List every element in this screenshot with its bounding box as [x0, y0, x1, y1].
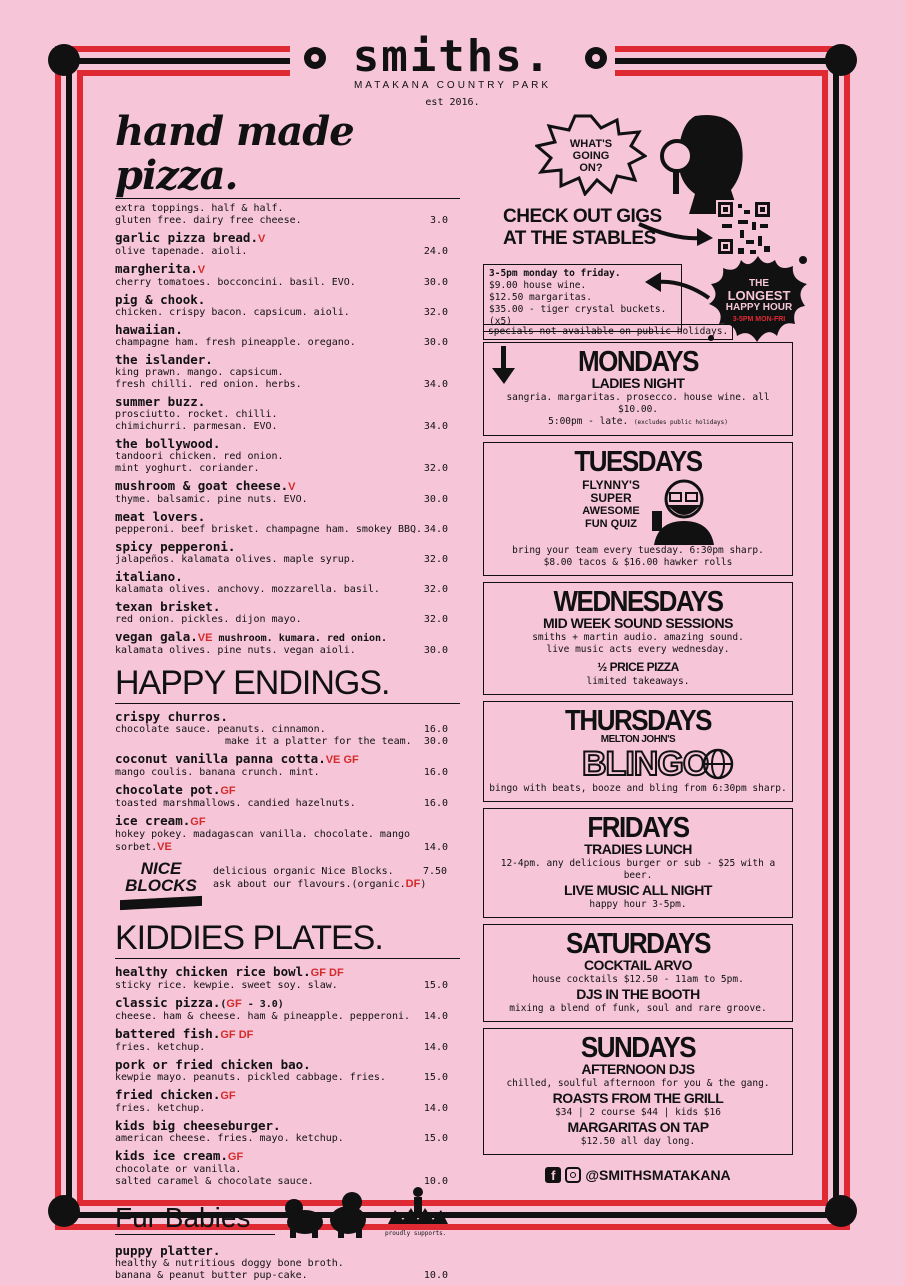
fur-babies-row — [115, 1196, 460, 1240]
menu-item: kids big cheeseburger. american cheese. fries. mayo. ketchup. 15.0 — [115, 1118, 448, 1144]
item-price: 14.0 — [423, 1042, 448, 1053]
day-thursday: THURSDAYS MELTON JOHN'S BLINGO bingo with beats, booze and bling from 6:30pm sharp. — [483, 701, 793, 802]
dietary-tag: V — [258, 233, 266, 245]
item-price: 10.0 — [423, 1176, 448, 1187]
menu-item: coconut vanilla panna cotta.VE GF mango coulis. banana crunch. mint. 16.0 — [115, 751, 448, 778]
fur-babies-title: Fur Babies — [115, 1202, 275, 1235]
dogs-icon — [280, 1188, 380, 1240]
dietary-tag: VE — [197, 632, 213, 644]
corner-dot — [825, 1195, 857, 1227]
menu-item: classic pizza.(GF - 3.0) cheese. ham & cheese. ham & pineapple. pepperoni. 14.0 — [115, 995, 448, 1022]
menu-item: chocolate pot.GF toasted marshmallows. candied hazelnuts. 16.0 — [115, 782, 448, 809]
woman-magnifier-illustration — [655, 110, 751, 214]
dietary-tag: GF — [226, 998, 242, 1010]
day-monday: MONDAYS LADIES NIGHT sangria. margaritas. prosecco. house wine. all $10.00. 5:00pm - late. (excludes public holidays) — [483, 342, 793, 436]
instagram-icon[interactable] — [565, 1167, 581, 1183]
menu-item: summer buzz. prosciutto. rocket. chilli. chimichurri. parmesan. EVO. 34.0 — [115, 394, 448, 432]
qr-code-icon[interactable] — [716, 200, 772, 256]
day-saturday: SATURDAYS COCKTAIL ARVO house cocktails $12.50 - 11am to 5pm. DJS IN THE BOOTH mixing a blend of funk, soul and rare groove. — [483, 924, 793, 1022]
item-price: 16.0 — [423, 767, 448, 778]
menu-item: spicy pepperoni. jalapeños. kalamata olives. maple syrup. 32.0 — [115, 539, 448, 565]
menu-item: ice cream.GF hokey pokey. madagascan vanilla. chocolate. mango sorbet.VE 14.0 — [115, 813, 448, 853]
menu-item: healthy chicken rice bowl.GF DF sticky rice. kewpie. sweet soy. slaw. 15.0 — [115, 964, 448, 991]
menu-item: italiano. kalamata olives. anchovy. mozzarella. basil. 32.0 — [115, 569, 448, 595]
item-price: 30.0 — [423, 736, 448, 747]
menu-item: mushroom & goat cheese.V thyme. balsamic. pine nuts. EVO. 30.0 — [115, 478, 448, 505]
dietary-tag: VE GF — [325, 754, 359, 766]
menu-item-puppy-platter: puppy platter. healthy & nutritious doggy bone broth. banana & peanut butter pup-cake. 10.0 — [115, 1243, 448, 1281]
item-price: 32.0 — [423, 554, 448, 565]
pizza-title: hand made pizza. — [115, 110, 460, 199]
social-handle[interactable]: @SMITHSMATAKANA — [585, 1167, 731, 1183]
dietary-tag: GF — [220, 1090, 236, 1102]
pizza-list — [115, 203, 460, 657]
item-price: 15.0 — [423, 980, 448, 991]
item-price: 32.0 — [423, 614, 448, 625]
item-price: 14.0 — [423, 842, 448, 853]
item-price: 15.0 — [423, 1133, 448, 1144]
item-price: 16.0 — [423, 724, 448, 735]
menu-item: fried chicken.GF fries. ketchup. 14.0 — [115, 1087, 448, 1114]
item-price: 14.0 — [423, 1103, 448, 1114]
item-price: 32.0 — [423, 307, 448, 318]
item-price: 16.0 — [423, 798, 448, 809]
corner-dot — [48, 1195, 80, 1227]
corner-dot — [48, 44, 80, 76]
menu-item: extra toppings. half & half. gluten free. dairy free cheese. 3.0 — [115, 203, 448, 226]
menu-item: kids ice cream.GF chocolate or vanilla. salted caramel & chocolate sauce. 10.0 — [115, 1148, 448, 1187]
nice-blocks-line2: ask about our flavours.(organic.DF) — [213, 878, 427, 890]
day-friday: FRIDAYS TRADIES LUNCH 12-4pm. any delicious burger or sub - $25 with a beer. LIVE MUSIC ALL NIGHT happy hour 3-5pm. — [483, 808, 793, 918]
day-wednesday: WEDNESDAYS MID WEEK SOUND SESSIONS smiths + martin audio. amazing sound. live music acts every wednesday. ½ PRICE PIZZA limited takeaways. — [483, 582, 793, 695]
kiddies-title: KIDDIES PLATES. — [115, 918, 460, 959]
menu-item: the bollywood. tandoori chicken. red onion. mint yoghurt. coriander. 32.0 — [115, 436, 448, 474]
menu-item: pork or fried chicken bao. kewpie mayo. peanuts. pickled cabbage. fries. 15.0 — [115, 1057, 448, 1083]
item-price: 32.0 — [423, 463, 448, 474]
happy-hour-area — [483, 262, 793, 342]
quiz-logo: FLYNNY'S SUPER AWESOME FUN QUIZ — [582, 478, 640, 530]
day-boxes — [483, 342, 793, 1155]
menu-item: hawaiian. champagne ham. fresh pineapple. oregano. 30.0 — [115, 322, 448, 348]
social-row — [483, 1167, 793, 1183]
doggy-bush-break-logo — [383, 1184, 453, 1230]
dietary-tag: GF DF — [220, 1029, 254, 1041]
menu-item: vegan gala.VE mushroom. kumara. red onion. kalamata olives. pine nuts. vegan aioli. 30.0 — [115, 629, 448, 656]
menu-item: texan brisket. red onion. pickles. dijon mayo. 32.0 — [115, 599, 448, 625]
menu-item: battered fish.GF DF fries. ketchup. 14.0 — [115, 1026, 448, 1053]
kids-list — [115, 965, 460, 1188]
menu-item: crispy churros. chocolate sauce. peanuts. cinnamon. make it a platter for the team. 16.0 30.0 — [115, 709, 448, 747]
ribbon-icon — [120, 896, 202, 910]
menu-item: garlic pizza bread.V olive tapenade. aioli. 24.0 — [115, 230, 448, 257]
record-icon — [585, 47, 607, 69]
brand-logo: smiths. — [352, 31, 553, 82]
item-price: 24.0 — [423, 246, 448, 257]
menu-item: the islander. king prawn. mango. capsicum. fresh chilli. red onion. herbs. 34.0 — [115, 352, 448, 390]
dietary-tag: V — [197, 264, 206, 276]
dietary-tag: GF DF — [310, 967, 344, 979]
item-price: 14.0 — [423, 1011, 448, 1022]
item-price: 15.0 — [423, 1072, 448, 1083]
whats-going-on: WHAT'S GOING ON? — [569, 138, 613, 174]
item-price: 30.0 — [423, 337, 448, 348]
item-price: 34.0 — [423, 379, 448, 390]
est-year: est 2016. — [425, 97, 480, 108]
nice-blocks-price: 7.50 — [423, 866, 448, 877]
menu-item: pig & chook. chicken. crispy bacon. capsicum. aioli. 32.0 — [115, 292, 448, 318]
nice-blocks-row — [115, 860, 460, 916]
check-out-gigs: CHECK OUT GIGS AT THE STABLES — [503, 206, 662, 249]
record-icon — [304, 47, 326, 69]
corner-dot — [825, 44, 857, 76]
menu-left-column — [115, 110, 460, 1286]
dietary-tag: GF — [220, 785, 236, 797]
item-price: 30.0 — [423, 645, 448, 656]
header — [290, 31, 615, 108]
dietary-tag: V — [288, 481, 296, 493]
dietary-tag: GF — [190, 816, 206, 828]
day-sunday: SUNDAYS AFTERNOON DJS chilled, soulful afternoon for you & the gang. ROASTS FROM THE GRILL $34 | 2 course $44 | kids $16 MARGARITAS ON TAP $12.50 all day long. — [483, 1028, 793, 1155]
events-right-column — [483, 110, 793, 1183]
dietary-tag: VE — [157, 841, 172, 853]
happy-endings-title: HAPPY ENDINGS. — [115, 663, 460, 704]
item-price: 30.0 — [423, 277, 448, 288]
day-tuesday: TUESDAYS FLYNNY'S SUPER AWESOME FUN QUIZ bring your team every tuesday. 6:30pm sharp. $8.00 tacos & $16.00 hawker rolls — [483, 442, 793, 576]
quiz-host-illustration — [650, 475, 716, 545]
item-price: 30.0 — [423, 494, 448, 505]
nice-blocks-logo: NICE BLOCKS — [117, 860, 205, 914]
gigs-promo — [483, 110, 793, 262]
dietary-tag: GF — [227, 1151, 244, 1163]
dessert-list — [115, 710, 460, 854]
item-price: 3.0 — [429, 215, 448, 226]
globe-icon — [702, 748, 734, 780]
proudly-supports: proudly supports. — [385, 1230, 447, 1237]
menu-item: meat lovers. pepperoni. beef brisket. champagne ham. smokey BBQ. 34.0 — [115, 509, 448, 535]
blingo-logo: BLINGO — [582, 745, 709, 783]
item-price: 34.0 — [423, 421, 448, 432]
longest-happy-hour: THE LONGEST HAPPY HOUR 3-5PM MON-FRI — [725, 278, 793, 323]
item-price: 34.0 — [423, 524, 448, 535]
specials-note: specials not available on public holidays. — [483, 324, 733, 340]
facebook-icon[interactable]: f — [545, 1167, 561, 1183]
nice-blocks-line1: delicious organic Nice Blocks. — [213, 866, 394, 877]
brand-subtitle: MATAKANA COUNTRY PARK — [353, 80, 552, 91]
item-price: 32.0 — [423, 584, 448, 595]
happy-hour-box: 3-5pm monday to friday. $9.00 house wine. $12.50 margaritas. $35.00 - tiger crystal buckets. (x5) — [483, 264, 682, 332]
arrow-right-icon — [635, 218, 715, 248]
menu-item: margherita.V cherry tomatoes. bocconcini. basil. EVO. 30.0 — [115, 261, 448, 288]
